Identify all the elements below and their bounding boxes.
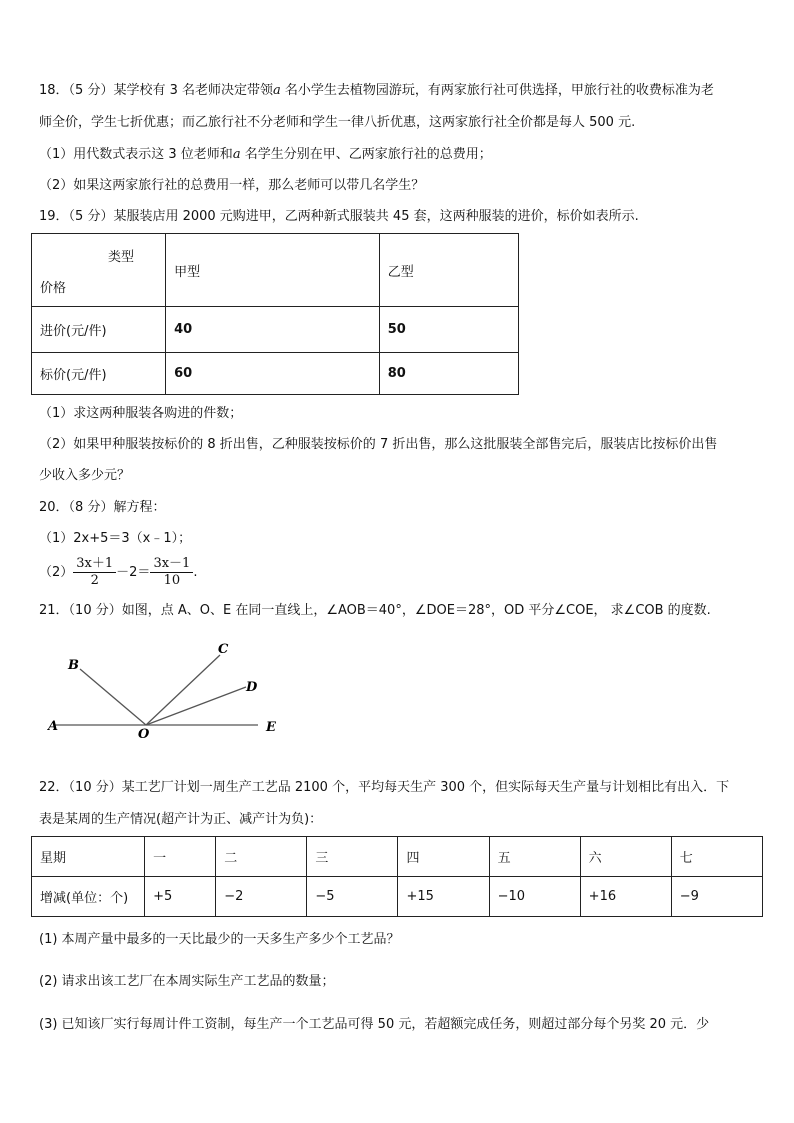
q18-sub1-text-a: （1）用代数式表示这 3 位老师和 bbox=[39, 147, 233, 162]
table-header-row bbox=[32, 837, 763, 877]
value-cell: +5 bbox=[145, 877, 216, 917]
equation-middle: －2＝ bbox=[116, 565, 151, 580]
value-cell: +15 bbox=[398, 877, 489, 917]
variable-a: a bbox=[232, 147, 241, 162]
row-label: 进价(元/件) bbox=[32, 307, 166, 353]
value-cell: −10 bbox=[489, 877, 580, 917]
day-cell: 四 bbox=[398, 837, 489, 877]
day-cell: 五 bbox=[489, 837, 580, 877]
q18-line2: 师全价，学生七折优惠；而乙旅行社不分老师和学生一律八折优惠，这两家旅行社全价都是每人 500 元. bbox=[39, 115, 636, 130]
col-header-yi: 乙型 bbox=[379, 234, 518, 307]
day-cell: 一 bbox=[145, 837, 216, 877]
label-D: D bbox=[246, 680, 258, 695]
q19-line1: 19．（5 分）某服装店用 2000 元购进甲，乙两种新式服装共 45 套，这两种服装的进价，标价如表所示. bbox=[39, 209, 639, 224]
day-cell: 七 bbox=[671, 837, 762, 877]
fraction-2-numerator: 3x－1 bbox=[150, 556, 193, 573]
q18-line1 bbox=[39, 82, 714, 100]
table-corner-cell bbox=[32, 234, 166, 307]
q19-price-table bbox=[31, 233, 519, 395]
fraction-1 bbox=[73, 556, 116, 589]
q18-text-b: 名小学生去植物园游玩，有两家旅行社可供选择，甲旅行社的收费标准为老 bbox=[280, 83, 714, 98]
col-header-jia: 甲型 bbox=[166, 234, 380, 307]
table-row bbox=[32, 877, 763, 917]
q20-sub2 bbox=[39, 555, 197, 591]
day-cell: 六 bbox=[580, 837, 671, 877]
q21-line1: 21．（10 分）如图，点 A、O、E 在同一直线上，∠AOB＝40°，∠DOE＝28°，OD 平分∠COE， 求∠COB 的度数. bbox=[39, 603, 711, 618]
table-row bbox=[32, 353, 519, 395]
row-label: 增减(单位：个) bbox=[32, 877, 145, 917]
fraction-1-denominator: 2 bbox=[90, 573, 99, 588]
day-cell: 三 bbox=[307, 837, 398, 877]
q18-sub1 bbox=[39, 146, 492, 164]
value-cell: +16 bbox=[580, 877, 671, 917]
q18-sub1-text-b: 名学生分别在甲、乙两家旅行社的总费用； bbox=[240, 147, 492, 162]
label-B: B bbox=[68, 658, 79, 673]
q20-line1: 20．（8 分）解方程： bbox=[39, 500, 166, 515]
value-cell: −5 bbox=[307, 877, 398, 917]
cell-value: 60 bbox=[166, 353, 380, 395]
q18-sub2: （2）如果这两家旅行社的总费用一样，那么老师可以带几名学生？ bbox=[39, 178, 425, 193]
ray-OC bbox=[146, 655, 220, 725]
q20-sub1: （1）2x+5＝3（x﹣1）； bbox=[39, 531, 192, 546]
cell-value: 50 bbox=[379, 307, 518, 353]
q20-sub2-prefix: （2） bbox=[39, 565, 74, 580]
fraction-2 bbox=[150, 556, 193, 589]
q22-sub1: (1) 本周产量中最多的一天比最少的一天多生产多少个工艺品？ bbox=[39, 932, 400, 947]
q19-sub1: （1）求这两种服装各购进的件数； bbox=[39, 406, 243, 421]
q22-sub3: (3) 已知该厂实行每周计件工资制，每生产一个工艺品可得 50 元，若超额完成任务，则超过部分每个另奖 20 元．少 bbox=[39, 1017, 710, 1032]
label-O: O bbox=[138, 727, 150, 742]
label-E: E bbox=[266, 720, 276, 735]
value-cell: −9 bbox=[671, 877, 762, 917]
label-C: C bbox=[218, 642, 229, 657]
q22-production-table bbox=[31, 836, 763, 917]
q19-sub2-line2: 少收入多少元？ bbox=[39, 468, 131, 483]
day-cell: 二 bbox=[216, 837, 307, 877]
ray-OB bbox=[80, 669, 146, 725]
q22-line1: 22．（10 分）某工艺厂计划一周生产工艺品 2100 个，平均每天生产 300 个，但实际每天生产量与计划相比有出入．下 bbox=[39, 780, 730, 795]
q22-line2: 表是某周的生产情况(超产计为正、减产计为负)： bbox=[39, 812, 323, 827]
cell-value: 80 bbox=[379, 353, 518, 395]
variable-a: a bbox=[272, 83, 281, 98]
q19-sub2-line1: （2）如果甲种服装按标价的 8 折出售，乙种服装按标价的 7 折出售，那么这批服装全部售完后，服装店比按标价出售 bbox=[39, 437, 718, 452]
label-A: A bbox=[48, 719, 59, 734]
ray-OD bbox=[146, 687, 246, 725]
angle-diagram bbox=[40, 636, 290, 746]
corner-top-label: 类型 bbox=[108, 250, 135, 265]
cell-value: 40 bbox=[166, 307, 380, 353]
table-row bbox=[32, 307, 519, 353]
header-label: 星期 bbox=[32, 837, 145, 877]
equation-end: . bbox=[193, 565, 198, 580]
value-cell: −2 bbox=[216, 877, 307, 917]
row-label: 标价(元/件) bbox=[32, 353, 166, 395]
corner-bottom-label: 价格 bbox=[40, 281, 67, 296]
fraction-1-numerator: 3x＋1 bbox=[73, 556, 116, 573]
q22-sub2: (2) 请求出该工艺厂在本周实际生产工艺品的数量； bbox=[39, 974, 335, 989]
fraction-2-denominator: 10 bbox=[163, 573, 181, 588]
q18-text-a: 18．（5 分）某学校有 3 名老师决定带领 bbox=[39, 83, 273, 98]
